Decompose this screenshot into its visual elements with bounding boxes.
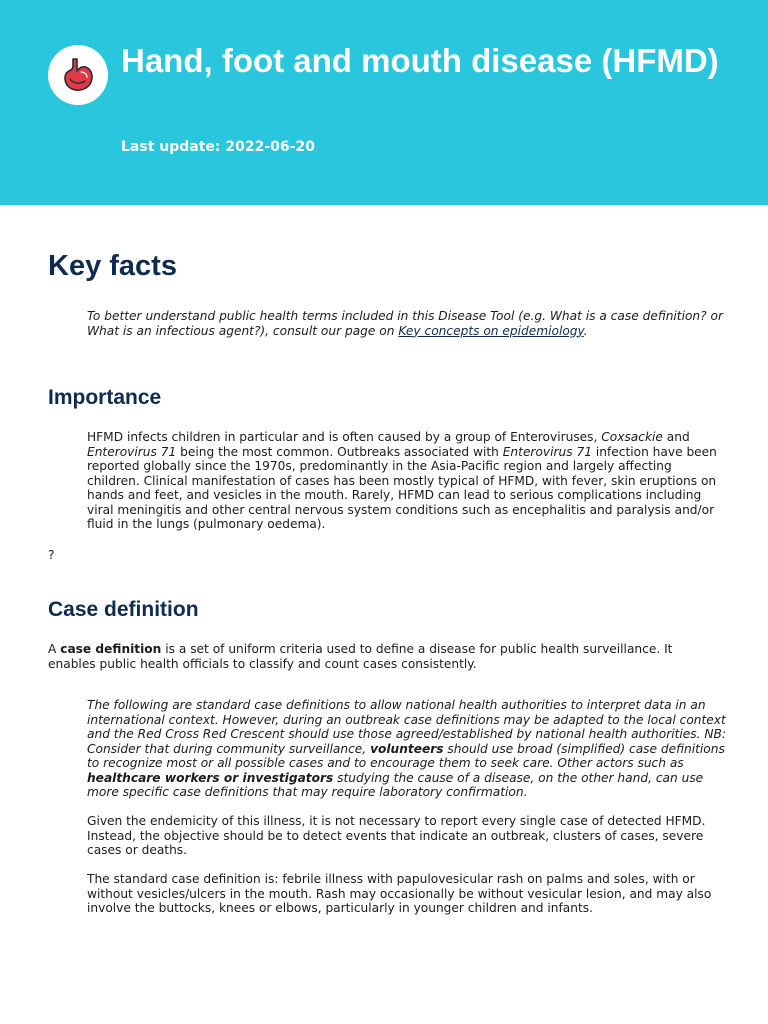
epidemiology-note-text: To better understand public health terms included in this Disease Tool (e.g. What is a case definition? or What is an infectious agent?), consult our page on (87, 309, 723, 338)
standard-case-definition-paragraph: The standard case definition is: febrile illness with papulovesicular rash on palms and soles, with or without vesicles/ulcers in the mouth. Rash may occasionally be without vesicular lesion, and may also involve the buttocks, knees or elbows, particularly in younger children and infants. (87, 872, 712, 915)
endemicity-paragraph: Given the endemicity of this illness, it is not necessary to report every single case of detected HFMD. Instead, the objective should be to detect events that indicate an outbreak, clusters of cases, severe cases or deaths. (87, 814, 706, 857)
enterovirus-term-2: Enterovirus 71 (502, 444, 592, 459)
last-update-date: Last update: 2022-06-20 (121, 139, 315, 155)
stomach-icon (62, 57, 94, 93)
question-mark: ? (48, 548, 55, 562)
disease-logo (48, 45, 108, 105)
note-text-2: should use broad (simplified) case definitions to recognize most or all possible cases and to encourage them to seek care. Other actors such as (87, 741, 725, 770)
importance-text-4: infection have been reported globally since the 1970s, predominantly in the Asia-Pacific region and largely affecting children. Clinical manifestation of cases has been mostly typical of HFMD, with fever, skin eruptions on hands and feet, and vesicles in the mouth. Rarely, HFMD can lead to serious complications including viral meningitis and other central nervous system conditions such as encephalitis and paralysis and/or fluid in the lungs (pulmonary oedema). (87, 444, 717, 531)
importance-text-2: and (662, 430, 690, 444)
key-facts-heading: Key facts (48, 250, 177, 282)
case-definition-term: case definition (60, 642, 162, 656)
importance-paragraph (87, 430, 727, 532)
case-definition-heading: Case definition (48, 598, 199, 621)
note-text-3: studying the cause of a disease, on the other hand, can use more specific case definitions that may require laboratory confirmation. (87, 770, 704, 799)
standard-definitions-note (87, 698, 727, 800)
importance-heading: Importance (48, 386, 162, 409)
epidemiology-note-end: . (583, 323, 588, 338)
page-title: Hand, foot and mouth disease (HFMD) (121, 42, 719, 79)
enterovirus-term-1: Enterovirus 71 (87, 444, 177, 459)
intro-text-1: A (48, 642, 61, 656)
volunteers-term: volunteers (370, 741, 444, 756)
page-header (0, 0, 768, 205)
healthcare-workers-term: healthcare workers or investigators (87, 770, 334, 785)
importance-text-1: HFMD infects children in particular and is often caused by a group of Enteroviruses, (87, 430, 602, 444)
note-text-1: The following are standard case definitions to allow national health authorities to interpret data in an international context. However, during an outbreak case definitions may be adapted to the local context and the Red Cross Red Crescent should use those agreed/established by national health authorities. NB: Consider that during community surveillance, (87, 698, 726, 756)
epidemiology-note (87, 309, 727, 338)
importance-text-3: being the most common. Outbreaks associated with (176, 444, 503, 459)
coxsackie-term: Coxsackie (601, 430, 663, 444)
intro-text-2: is a set of uniform criteria used to define a disease for public health surveillance. It enables public health officials to classify and count cases consistently. (48, 642, 673, 671)
case-definition-intro (48, 642, 718, 671)
key-concepts-link[interactable]: Key concepts on epidemiology (398, 323, 584, 338)
